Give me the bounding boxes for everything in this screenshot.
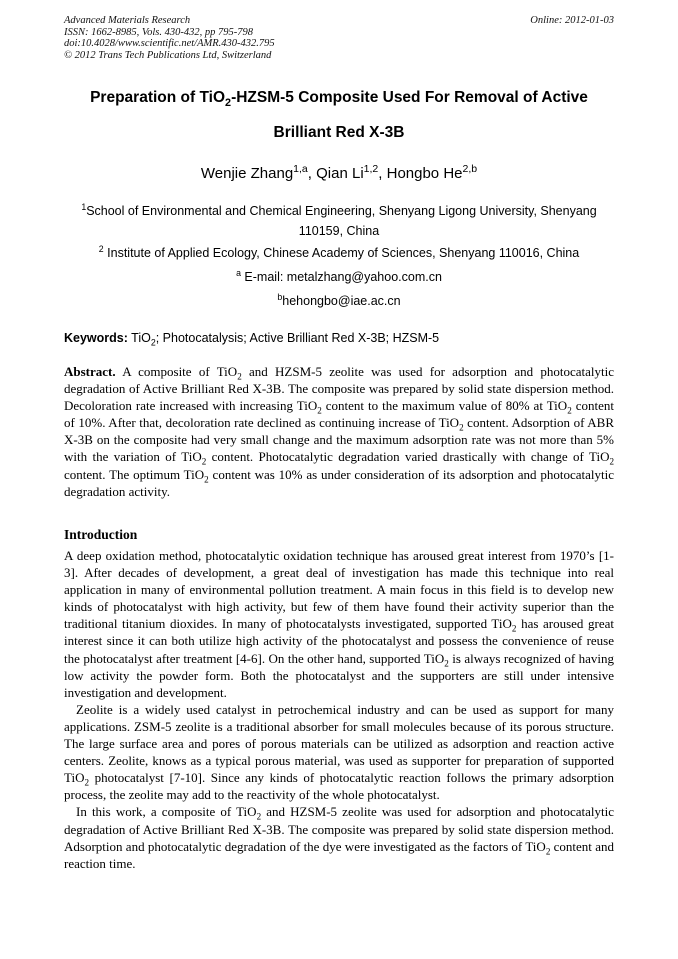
subscript: 2 [459, 422, 464, 433]
subscript: 2 [567, 405, 572, 416]
author-2: Qian Li [316, 165, 364, 182]
subscript: 2 [237, 371, 242, 382]
author-list [0, 165, 678, 182]
intro-text: In this work, a composite of TiO [76, 804, 257, 820]
intro-text: is always recognized of having low activity the powder form. Both the photocatalyst and the supporters are still under intensive investigation and development. [64, 650, 614, 700]
journal-header [64, 15, 275, 61]
subscript: 2 [84, 777, 90, 788]
abstract-text: A composite of TiO [115, 364, 238, 379]
intro-paragraph-1 [64, 547, 614, 701]
subscript: 2 [317, 405, 322, 416]
email-1-text: E-mail: metalzhang@yahoo.com.cn [244, 270, 442, 284]
abstract-text: content of 10%. After that, decoloration rate declined as continuing increase of TiO [64, 398, 614, 431]
abstract-text: content. The optimum TiO [64, 466, 205, 482]
doi-line: doi:10.4028/www.scientific.net/AMR.430-432.795 [64, 38, 275, 49]
author-3: Hongbo He [386, 165, 463, 182]
author-2-affil: 1,2 [363, 163, 379, 175]
paper-title-line-1 [40, 89, 638, 110]
keyword-subscript: 2 [150, 337, 156, 348]
abstract-text: content. Photocatalytic degradation varied drastically with change of TiO [206, 449, 610, 465]
keyword-tio2: TiO [127, 331, 151, 345]
intro-paragraph-3 [64, 803, 614, 871]
subscript: 2 [511, 623, 517, 634]
author-1-affil: 1,a [293, 163, 308, 175]
keywords-label: Keywords: [64, 331, 128, 345]
keywords-rest: ; Photocatalysis; Active Brilliant Red X-3B; HZSM-5 [155, 331, 440, 345]
title-text-b: -HZSM-5 Composite Used For Removal of Active [231, 89, 588, 106]
author-separator: , [307, 165, 317, 182]
email-2 [66, 291, 612, 311]
intro-text: photocatalyst [7-10]. Since any kinds of photocatalytic reaction follows the primary adsorption process, the zeolite may add to the reactivity of the whole photocatalyst. [64, 770, 614, 803]
section-heading-introduction: Introduction [64, 527, 138, 542]
affiliation-2 [66, 243, 612, 263]
affiliation-1-text: School of Environmental and Chemical Engineering, Shenyang Ligong University, Shenyang 110159, China [86, 204, 597, 238]
subscript: 2 [201, 457, 207, 468]
subscript: 2 [444, 658, 449, 669]
subscript: 2 [609, 457, 615, 468]
author-separator: , [378, 165, 387, 182]
affiliation-2-mark: 2 [98, 243, 104, 254]
title-text-a: Preparation of TiO [90, 89, 226, 106]
abstract-paragraph [64, 363, 614, 500]
subscript: 2 [204, 474, 209, 485]
author-1: Wenjie Zhang [200, 165, 294, 182]
intro-text: Zeolite is a widely used catalyst in petrochemical industry and can be used as support for many applications. ZSM-5 zeolite is a traditional absorber for small molecules because of its porous structure. The large surface area and pores of porous materials can be utilized as adsorption and reaction active centers. Zeolite, knows as a typical porous material, was used as supporter for preparation of supported TiO [64, 701, 614, 786]
intro-paragraph-2 [64, 701, 614, 804]
intro-text: A deep oxidation method, photocatalytic oxidation technique has aroused great interest from 1970’s [1-3]. After decades of development, a great deal of investigation has made this technique into real application in many of environmental pollution treatment. A main focus in this field is to develop new kinds of photocatalyst with high activity, but few of them have found their activity superior than the traditional titanium dioxides. In many of photocatalysts investigated, supported TiO [64, 548, 614, 632]
author-3-affil: 2,b [462, 163, 478, 175]
issn-line: ISSN: 1662-8985, Vols. 430-432, pp 795-798 [64, 26, 253, 38]
email-2-mark: b [277, 291, 283, 302]
introduction-body [64, 547, 614, 872]
intro-text: and HZSM-5 zeolite was used for adsorption and photocatalytic degradation of Active Brilliant Red X-3B. The composite was prepared by solid state dispersion method. Adsorption and photocatalytic degradation of the dye were investigated as the factors of TiO [64, 804, 614, 854]
email-1 [66, 267, 612, 287]
journal-name: Advanced Materials Research [64, 15, 191, 26]
affiliation-1-mark: 1 [81, 201, 87, 212]
abstract-text: and HZSM-5 zeolite was used for adsorption and photocatalytic degradation of Active Brilliant Red X-3B. The composite was prepared by solid state dispersion method. Decoloration rate increased with increasing TiO [64, 364, 615, 414]
intro-text: has aroused great interest since it can both utilize high activity of the photocatalyst and possess the convenience of reuse the photocatalyst after treatment [4-6]. On the other hand, supported TiO [64, 616, 614, 666]
affiliation-1 [66, 201, 612, 241]
abstract-label: Abstract. [64, 364, 116, 379]
subscript: 2 [256, 812, 262, 822]
subscript: 2 [545, 846, 551, 857]
paper-title-line-2: Brilliant Red X-3B [273, 124, 405, 141]
intro-text: content and reaction time. [64, 838, 614, 871]
keywords-line [64, 331, 614, 348]
copyright-line: © 2012 Trans Tech Publications Ltd, Switzerland [64, 49, 272, 61]
online-date: Online: 2012-01-03 [530, 15, 614, 26]
title-subscript: 2 [225, 97, 232, 110]
abstract-text: content to the maximum value of 80% at TiO [321, 398, 568, 414]
email-1-mark: a [236, 267, 241, 278]
abstract-text: content was 10% as under consideration of its adsorption and photocatalytic degradation activity. [64, 466, 614, 499]
affiliation-2-text: Institute of Applied Ecology, Chinese Academy of Sciences, Shenyang 110016, China [107, 246, 580, 260]
abstract-text: content. Adsorption of ABR X-3B on the composite had very small change and the maximum adsorption rate was not more than 5% with the variation of TiO [64, 415, 614, 465]
email-2-text: hehongbo@iae.ac.cn [282, 294, 401, 308]
